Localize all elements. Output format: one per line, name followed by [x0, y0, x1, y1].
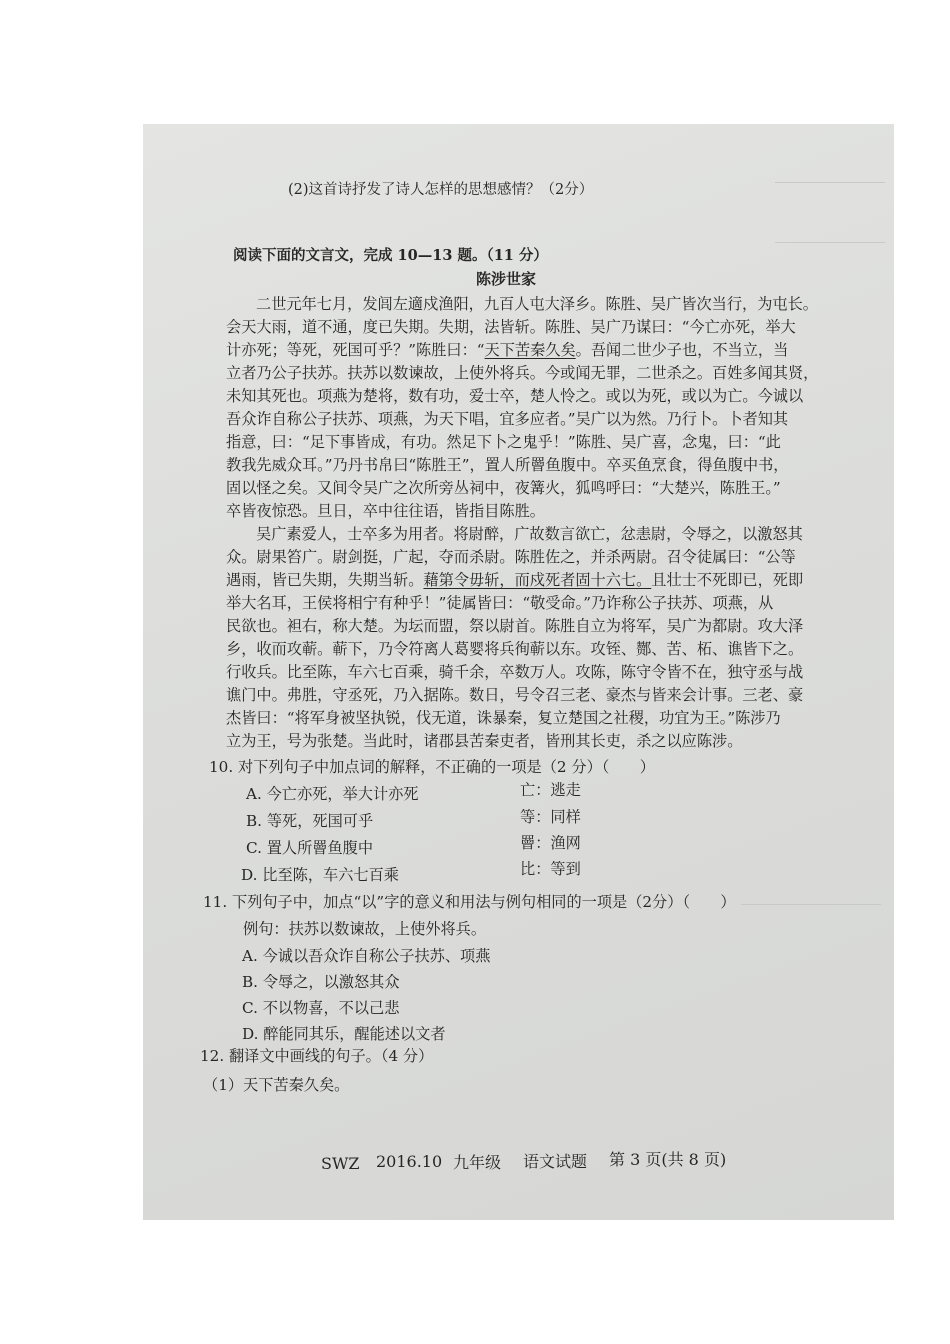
q10-option: C. 置人所罾鱼腹中 — [246, 839, 374, 857]
footer-date: 2016.10 — [376, 1152, 443, 1171]
passage-line: 二世元年七月，发闾左適戍渔阳，九百人屯大泽乡。陈胜、吴广皆次当行，为屯长。 — [256, 295, 818, 313]
q11-option: C. 不以物喜，不以己悲 — [242, 999, 400, 1017]
section-header: 阅读下面的文言文，完成 10—13 题。（11 分） — [233, 247, 548, 264]
q10-stem: 10. 对下列句子中加点词的解释，不正确的一项是（2 分）（ ） — [209, 758, 655, 776]
passage-title: 陈涉世家 — [476, 270, 537, 288]
passage-line — [226, 340, 788, 360]
passage-line: 固以怪之矣。又间令吴广之次所旁丛祠中，夜篝火，狐鸣呼曰：“大楚兴，陈胜王。” — [226, 479, 781, 497]
q10-gloss: 亡：逃走 — [520, 781, 581, 799]
passage-line: 杰皆曰：“将军身被坚执锐，伐无道，诛暴秦，复立楚国之社稷，功宜为王。”陈涉乃 — [226, 709, 781, 727]
underlined-sentence: 藉第令毋斩，而戍死者固十六七。 — [423, 571, 652, 589]
passage-line: 未知其死也。项燕为楚将，数有功，爱士卒，楚人怜之。或以为死，或以为亡。今诚以 — [226, 387, 804, 405]
q12-stem: 12. 翻译文中画线的句子。（4 分） — [200, 1047, 434, 1065]
q10-option: B. 等死，死国可乎 — [246, 812, 374, 830]
q11-option: A. 今诚以吾众诈自称公子扶苏、项燕 — [242, 947, 491, 965]
passage-text: 且壮士不死即已，死即 — [651, 571, 804, 589]
bleed-mark — [775, 182, 885, 183]
q10-option: D. 比至陈，车六七百乘 — [241, 866, 399, 884]
passage-text: 计亦死；等死，死国可乎？”陈胜曰：“ — [226, 341, 485, 359]
passage-line: 民欲也。袒右，称大楚。为坛而盟，祭以尉首。陈胜自立为将军，吴广为都尉。攻大泽 — [226, 617, 804, 635]
passage-line: 会天大雨，道不通，度已失期。失期，法皆斩。陈胜、吴广乃谋曰：“今亡亦死，举大 — [226, 318, 796, 336]
q9-part2: (2)这首诗抒发了诗人怎样的思想感情？（2分） — [288, 182, 594, 198]
footer-code: SWZ — [321, 1154, 360, 1173]
q11-option: D. 醉能同其乐，醒能述以文者 — [242, 1025, 446, 1043]
footer-subject: 语文试题 — [523, 1152, 588, 1171]
underlined-sentence: 天下苦秦久矣 — [484, 341, 576, 359]
passage-line: 立为王，号为张楚。当此时，诸郡县苦秦吏者，皆刑其长吏，杀之以应陈涉。 — [226, 732, 743, 750]
q10-gloss: 等：同样 — [520, 808, 581, 826]
passage-line: 指意，曰：“足下事皆成，有功。然足下卜之鬼乎！”陈胜、吴广喜，念鬼，曰：“此 — [226, 433, 781, 451]
q12-part1: （1）天下苦秦久矣。 — [203, 1076, 350, 1094]
q10-option: A. 今亡亦死，举大计亦死 — [246, 785, 419, 803]
passage-line: 教我先威众耳。”乃丹书帛曰“陈胜王”，置人所罾鱼腹中。卒买鱼烹食，得鱼腹中书， — [226, 456, 789, 474]
passage-line: 举大名耳，王侯将相宁有种乎！”徒属皆曰：“敬受命。”乃诈称公子扶苏、项燕，从 — [226, 594, 774, 612]
passage-line: 吴广素爱人，士卒多为用者。将尉醉，广故数言欲亡，忿恚尉，令辱之，以激怒其 — [256, 525, 803, 543]
passage-line — [226, 570, 803, 590]
q11-option: B. 令辱之，以激怒其众 — [242, 973, 400, 991]
passage-line: 行收兵。比至陈，车六七百乘，骑千余，卒数万人。攻陈，陈守令皆不在，独守丞与战 — [226, 663, 804, 681]
q10-gloss: 罾：渔网 — [520, 834, 581, 852]
bleed-mark — [775, 242, 885, 243]
passage-text: 遇雨，皆已失期，失期当斩。 — [226, 571, 424, 589]
passage-line: 吾众诈自称公子扶苏、项燕，为天下唱，宜多应者。”吴广以为然。乃行卜。卜者知其 — [226, 410, 789, 428]
footer-grade: 九年级 — [453, 1153, 502, 1172]
passage-line: 卒皆夜惊恐。旦日，卒中往往语，皆指目陈胜。 — [226, 502, 545, 520]
passage-text: 。吾闻二世少子也，不当立，当 — [575, 341, 789, 359]
passage-line: 谯门中。弗胜，守丞死，乃入据陈。数日，号令召三老、豪杰与皆来会计事。三老、豪 — [226, 686, 804, 704]
passage-line: 众。尉果笞广。尉剑挺，广起，夺而杀尉。陈胜佐之，并杀两尉。召令徒属曰：“公等 — [226, 548, 796, 566]
passage-line: 立者乃公子扶苏。扶苏以数谏故，上使外将兵。今或闻无罪，二世杀之。百姓多闻其贤， — [226, 364, 819, 382]
q11-stem: 11. 下列句子中，加点“以”字的意义和用法与例句相同的一项是（2分）（ ） — [203, 893, 736, 911]
exam-page — [143, 124, 894, 1220]
passage-line: 乡，收而攻蕲。蕲下，乃令符离人葛婴将兵徇蕲以东。攻铚、酂、苦、柘、谯皆下之。 — [226, 640, 804, 658]
q10-gloss: 比：等到 — [520, 860, 581, 878]
footer-page: 第 3 页(共 8 页) — [609, 1150, 727, 1169]
q11-example: 例句：扶苏以数谏故，上使外将兵。 — [243, 920, 486, 938]
bleed-mark — [741, 904, 881, 905]
